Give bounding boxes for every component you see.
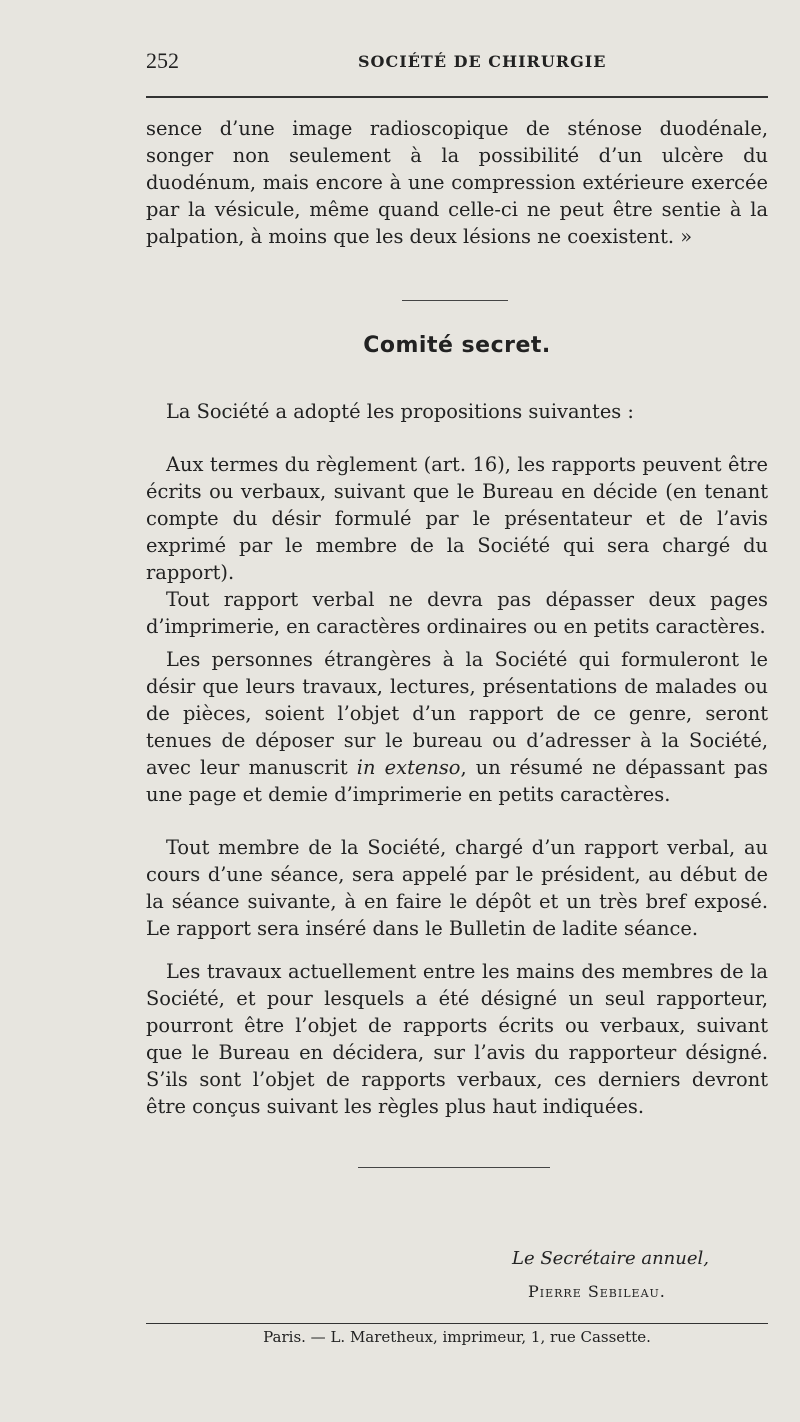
printer-imprint: Paris. — L. Maretheux, imprimeur, 1, rue Cassette. — [263, 1328, 651, 1346]
section-title: Comité secret. — [363, 333, 551, 358]
section-divider — [402, 300, 508, 301]
paragraph-3-italic: in extenso — [356, 756, 461, 779]
paragraph-3-text-b: , un résumé ne dépassant pas une page et demie d’imprimerie en petits caractères. — [146, 756, 768, 806]
closing-divider — [358, 1167, 550, 1168]
continuation-paragraph: sence d’une image radioscopique de sténose duodénale, songer non seulement à la possibilité d’un ulcère du duodénum, mais encore à une compression extérieure exercée par la vésicule, même quand celle-ci ne peut être sentie à la palpation, à moins que les deux lésions ne coexistent. » — [146, 117, 768, 248]
intro-paragraph: La Société a adopté les propositions suivantes : — [166, 400, 634, 423]
header-rule — [146, 96, 768, 98]
signature-name: Pierre Sebileau. — [528, 1282, 666, 1301]
signature-title: Le Secrétaire annuel, — [512, 1248, 709, 1269]
paragraph-2: Tout rapport verbal ne devra pas dépasser deux pages d’imprimerie, en caractères ordinaires ou en petits caractères. — [146, 588, 768, 638]
running-title: SOCIÉTÉ DE CHIRURGIE — [358, 52, 607, 71]
paragraph-5: Les travaux actuellement entre les mains des membres de la Société, et pour lesquels a été désigné un seul rapporteur, pourront être l’objet de rapports écrits ou verbaux, suivant que le Bureau en décidera, sur l’avis du rapporteur désigné. S’ils sont l’objet de rapports verbaux, ces derniers devront être conçus suivant les règles plus haut indiquées. — [146, 960, 768, 1118]
paragraph-4: Tout membre de la Société, chargé d’un rapport verbal, au cours d’une séance, sera appelé par le président, au début de la séance suivante, à en faire le dépôt et un très bref exposé. Le rapport sera inséré dans le Bulletin de ladite séance. — [146, 836, 768, 940]
paragraph-3-text-a: Les personnes étrangères à la Société qui formuleront le désir que leurs travaux, lectures, présentations de malades ou de pièces, soient l’objet d’un rapport de ce genre, seront tenues de déposer sur le bureau ou d’adresser à la Société, avec leur manuscrit — [146, 648, 768, 779]
footer-rule — [146, 1323, 768, 1324]
page-number: 252 — [146, 48, 179, 73]
running-head — [146, 48, 768, 78]
paragraph-3 — [146, 646, 768, 808]
paragraph-1: Aux termes du règlement (art. 16), les rapports peuvent être écrits ou verbaux, suivant que le Bureau en décide (en tenant compte du désir formulé par le présentateur et de l’avis exprimé par le membre de la Société qui sera chargé du rapport). — [146, 453, 768, 584]
